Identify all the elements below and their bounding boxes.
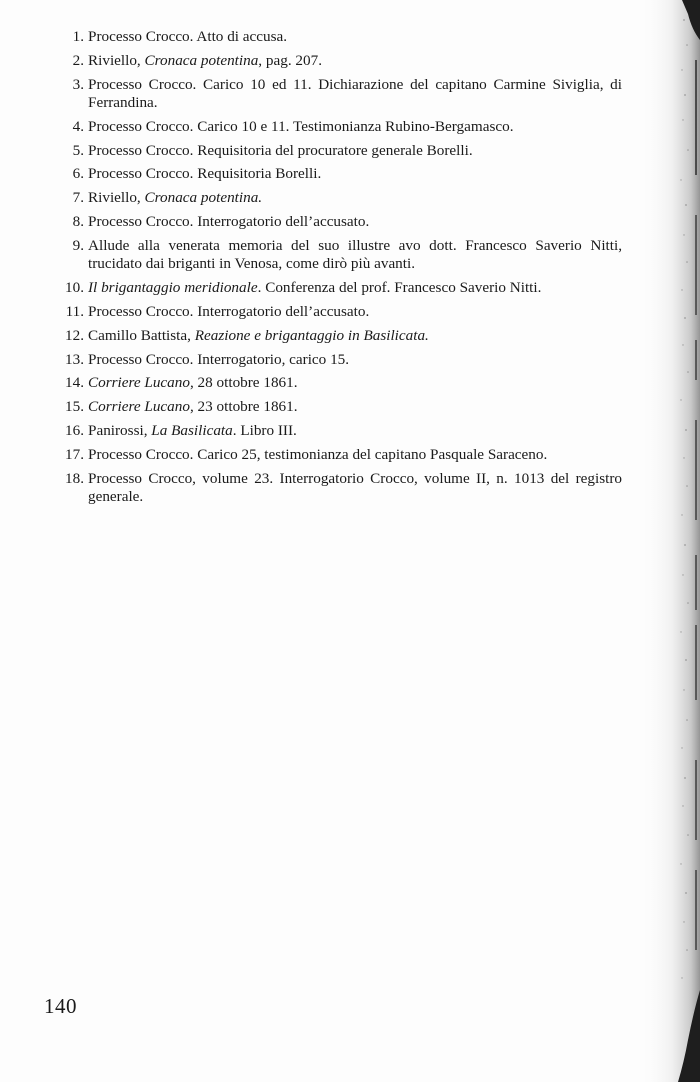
- endnote-text: [88, 398, 622, 417]
- endnote-item: [52, 279, 622, 298]
- endnote-number: 18.: [65, 469, 84, 487]
- endnote-number: 9.: [72, 236, 84, 254]
- endnote-item: [52, 470, 622, 507]
- endnote-text-run: Processo Crocco. Interrogatorio dell’accusato.: [88, 302, 370, 320]
- endnote-text: [88, 446, 622, 465]
- endnote-text: [88, 118, 622, 137]
- endnote-item: [52, 351, 622, 370]
- endnote-text-run: , pag. 207.: [258, 51, 322, 69]
- endnote-number: 14.: [65, 374, 84, 392]
- endnote-item: [52, 76, 622, 113]
- endnote-item: [52, 398, 622, 417]
- endnote-text-run: Processo Crocco. Carico 10 e 11. Testimonianza Rubino-Bergamasco.: [88, 117, 514, 135]
- endnote-text: [88, 327, 622, 346]
- endnote-title-italic: Corriere Lucano: [88, 374, 190, 392]
- endnote-item: [52, 28, 622, 47]
- endnote-title-italic: Cronaca potentina.: [144, 189, 263, 207]
- endnote-text-run: Riviello,: [88, 51, 145, 69]
- endnote-title-italic: Il brigantaggio meridionale: [88, 279, 258, 297]
- endnote-item: [52, 142, 622, 161]
- endnote-item: [52, 52, 622, 71]
- endnote-item: [52, 422, 622, 441]
- endnote-number: 7.: [72, 189, 84, 207]
- endnote-text: [88, 303, 622, 322]
- endnote-text-run: Panirossi,: [88, 421, 152, 439]
- endnote-number: 15.: [65, 398, 84, 416]
- endnote-item: [52, 374, 622, 393]
- endnotes-list: [52, 28, 622, 512]
- endnote-number: 11.: [65, 302, 84, 320]
- endnote-text: [88, 470, 622, 507]
- endnote-number: 13.: [65, 350, 84, 368]
- endnote-text-run: Riviello,: [88, 189, 145, 207]
- endnote-number: 12.: [65, 326, 84, 344]
- endnote-title-italic: La Basilicata: [151, 421, 233, 439]
- endnote-number: 8.: [72, 213, 84, 231]
- endnote-text-run: Processo Crocco. Atto di accusa.: [88, 28, 288, 45]
- endnote-text-run: . Libro III.: [232, 421, 297, 439]
- endnote-text-run: , 28 ottobre 1861.: [189, 374, 298, 392]
- endnote-text: [88, 374, 622, 393]
- endnote-item: [52, 165, 622, 184]
- endnote-number: 5.: [72, 141, 84, 159]
- endnote-text-run: Processo Crocco, volume 23. Interrogatorio Crocco, volume II, n. 1013 del registro generale.: [88, 469, 622, 506]
- endnote-item: [52, 446, 622, 465]
- endnote-number: 1.: [72, 28, 84, 45]
- endnote-text-run: Processo Crocco. Carico 10 ed 11. Dichiarazione del capitano Carmine Siviglia, di Ferrandina.: [88, 75, 622, 112]
- endnote-text-run: Processo Crocco. Requisitoria Borelli.: [88, 165, 322, 183]
- endnote-item: [52, 303, 622, 322]
- endnote-item: [52, 118, 622, 137]
- endnote-text-run: Processo Crocco. Carico 25, testimonianza del capitano Pasquale Saraceno.: [88, 445, 548, 463]
- endnote-text: [88, 213, 622, 232]
- endnote-text-run: Allude alla venerata memoria del suo illustre avo dott. Francesco Saverio Nitti, trucidato dai briganti in Venosa, come dirò più avanti.: [88, 236, 622, 273]
- binding-shadow: [638, 0, 700, 1082]
- endnote-number: 2.: [72, 51, 84, 69]
- endnote-text: [88, 422, 622, 441]
- endnote-item: [52, 237, 622, 274]
- endnote-text: [88, 279, 622, 298]
- endnote-title-italic: Corriere Lucano: [88, 398, 190, 416]
- endnote-item: [52, 189, 622, 208]
- endnote-title-italic: Cronaca potentina: [144, 51, 259, 69]
- endnote-text-run: Processo Crocco. Interrogatorio dell’accusato.: [88, 213, 370, 231]
- endnote-text-run: , 23 ottobre 1861.: [189, 398, 298, 416]
- endnote-text-run: Processo Crocco. Requisitoria del procuratore generale Borelli.: [88, 141, 473, 159]
- endnote-title-italic: Reazione e brigantaggio in Basilicata.: [194, 326, 429, 344]
- endnote-text-run: Processo Crocco. Interrogatorio, carico 15.: [88, 350, 350, 368]
- endnote-text: [88, 237, 622, 274]
- endnote-text-run: Camillo Battista,: [88, 326, 195, 344]
- endnote-number: 6.: [72, 165, 84, 183]
- endnote-number: 4.: [72, 117, 84, 135]
- endnote-number: 16.: [65, 421, 84, 439]
- endnote-number: 10.: [65, 279, 84, 297]
- endnote-text: [88, 189, 622, 208]
- endnote-text: [88, 28, 622, 47]
- endnote-number: 3.: [72, 75, 84, 93]
- endnote-item: [52, 327, 622, 346]
- endnote-text: [88, 165, 622, 184]
- endnote-item: [52, 213, 622, 232]
- endnote-text-run: . Conferenza del prof. Francesco Saverio Nitti.: [257, 279, 542, 297]
- endnote-text: [88, 76, 622, 113]
- page-number: 140: [44, 994, 77, 1018]
- endnote-text: [88, 52, 622, 71]
- endnote-text: [88, 142, 622, 161]
- endnote-number: 17.: [65, 445, 84, 463]
- endnote-text: [88, 351, 622, 370]
